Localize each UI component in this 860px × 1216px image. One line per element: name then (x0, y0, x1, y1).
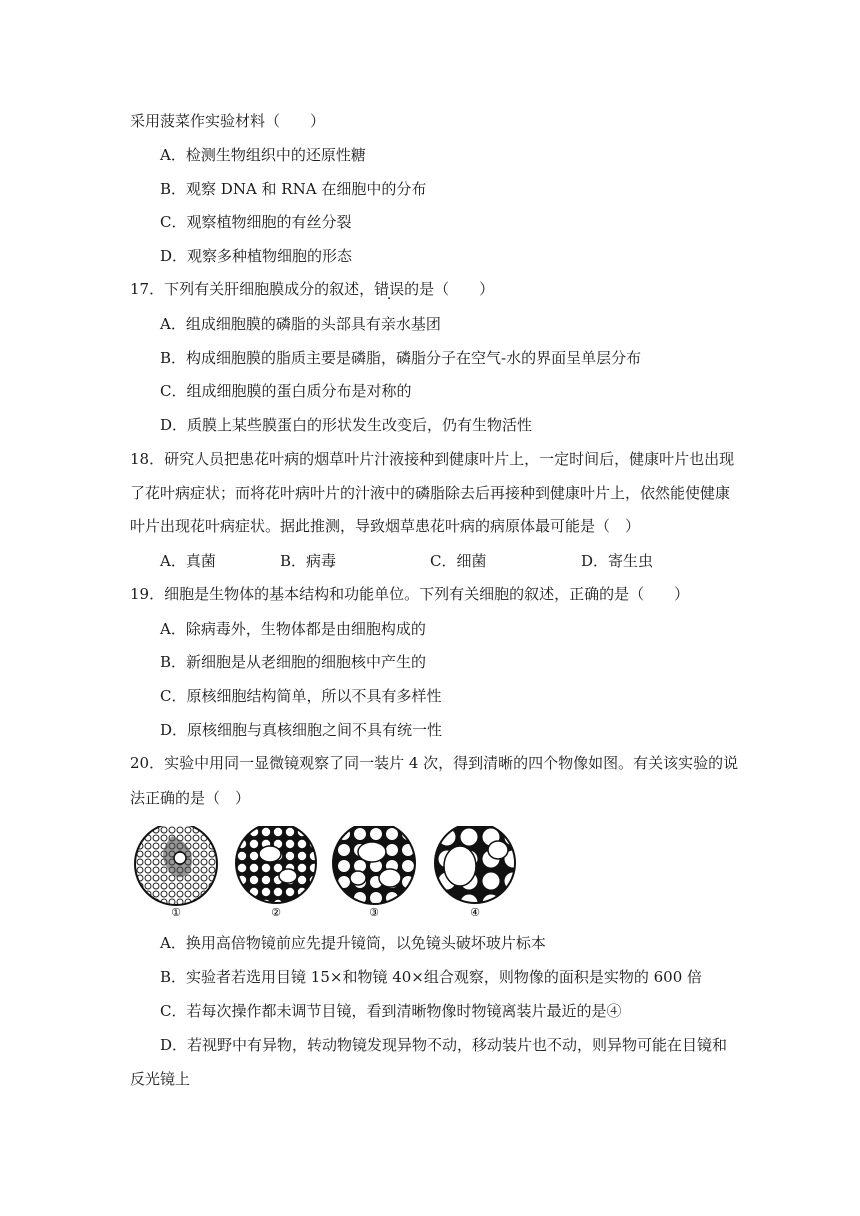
question-20-option-b: B．实验者若选用目镜 15×和物镜 40×组合观察，则物像的面积是实物的 600 倍 (160, 968, 703, 986)
question-17-stem (130, 279, 494, 299)
microscope-views-figure (128, 826, 528, 918)
microscope-view-1 (135, 826, 217, 905)
figure-label-4: ④ (470, 906, 480, 918)
question-16-option-b: B．观察 DNA 和 RNA 在细胞中的分布 (160, 180, 427, 198)
figure-label-1: ① (171, 906, 181, 918)
microscope-view-2 (236, 826, 316, 903)
question-18-stem-line-2: 了花叶病症状；而将花叶病叶片的汁液中的磷脂除去后再接种到健康叶片上，依然能使健康 (130, 484, 731, 502)
figure-label-3: ③ (369, 906, 379, 918)
microscope-view-3 (333, 826, 415, 904)
question-17-option-a: A．组成细胞膜的磷脂的头部具有亲水基团 (160, 315, 441, 333)
question-17-option-c: C．组成细胞膜的蛋白质分布是对称的 (160, 382, 412, 400)
question-18-option-d: D．寄生虫 (581, 552, 654, 570)
question-20-option-c: C．若每次操作都未调节目镜，看到清晰物像时物镜离装片最近的是④ (160, 1002, 622, 1020)
figure-label-2: ② (271, 906, 281, 918)
question-18-stem-line-3: 叶片出现花叶病症状。据此推测，导致烟草患花叶病的病原体最可能是（ ） (130, 517, 641, 535)
question-20-option-d: D．若视野中有异物，转动物镜发现异物不动，移动装片也不动，则异物可能在目镜和 (160, 1036, 728, 1054)
question-19-option-a: A．除病毒外，生物体都是由细胞构成的 (160, 620, 426, 638)
question-19-option-c: C．原核细胞结构简单，所以不具有多样性 (160, 687, 442, 705)
question-17-option-d: D．质膜上某些膜蛋白的形状发生改变后，仍有生物活性 (160, 416, 533, 434)
question-18-stem-line-1: 18．研究人员把患花叶病的烟草叶片汁液接种到健康叶片上，一定时间后，健康叶片也出现 (130, 450, 735, 468)
question-19-option-b: B．新细胞是从老细胞的细胞核中产生的 (160, 653, 427, 671)
question-20-stem-line-2: 法正确的是（ ） (130, 789, 251, 807)
question-16-option-c: C．观察植物细胞的有丝分裂 (160, 213, 352, 231)
question-16-option-a: A．检测生物组织中的还原性糖 (160, 146, 366, 164)
question-17-stem-start: 17．下列有关肝细胞膜成分的叙述， (130, 280, 375, 298)
microscope-view-4 (435, 826, 515, 903)
question-17-option-b: B．构成细胞膜的脂质主要是磷脂，磷脂分子在空气-水的界面呈单层分布 (160, 349, 642, 367)
question-18-option-b: B．病毒 (280, 552, 337, 570)
question-17-stem-end: 的是（ ） (404, 280, 495, 298)
question-18-option-a: A．真菌 (160, 552, 216, 570)
question-20-stem-line-1: 20．实验中用同一显微镜观察了同一装片 4 次，得到清晰的四个物像如图。有关该实验的说 (130, 754, 739, 772)
question-16-option-d: D．观察多种植物细胞的形态 (160, 247, 353, 265)
question-17-emphasis: 错误 (374, 280, 405, 298)
question-18-option-c: C．细菌 (430, 552, 487, 570)
question-19-stem: 19．细胞是生物体的基本结构和功能单位。下列有关细胞的叙述，正确的是（ ） (130, 585, 690, 603)
question-20-option-d-cont: 反光镜上 (130, 1070, 191, 1088)
question-19-option-d: D．原核细胞与真核细胞之间不具有统一性 (160, 721, 443, 739)
question-20-option-a: A．换用高倍物镜前应先提升镜筒，以免镜头破坏玻片标本 (160, 934, 546, 952)
question-16-stem: 采用菠菜作实验材料（ ） (130, 112, 326, 130)
